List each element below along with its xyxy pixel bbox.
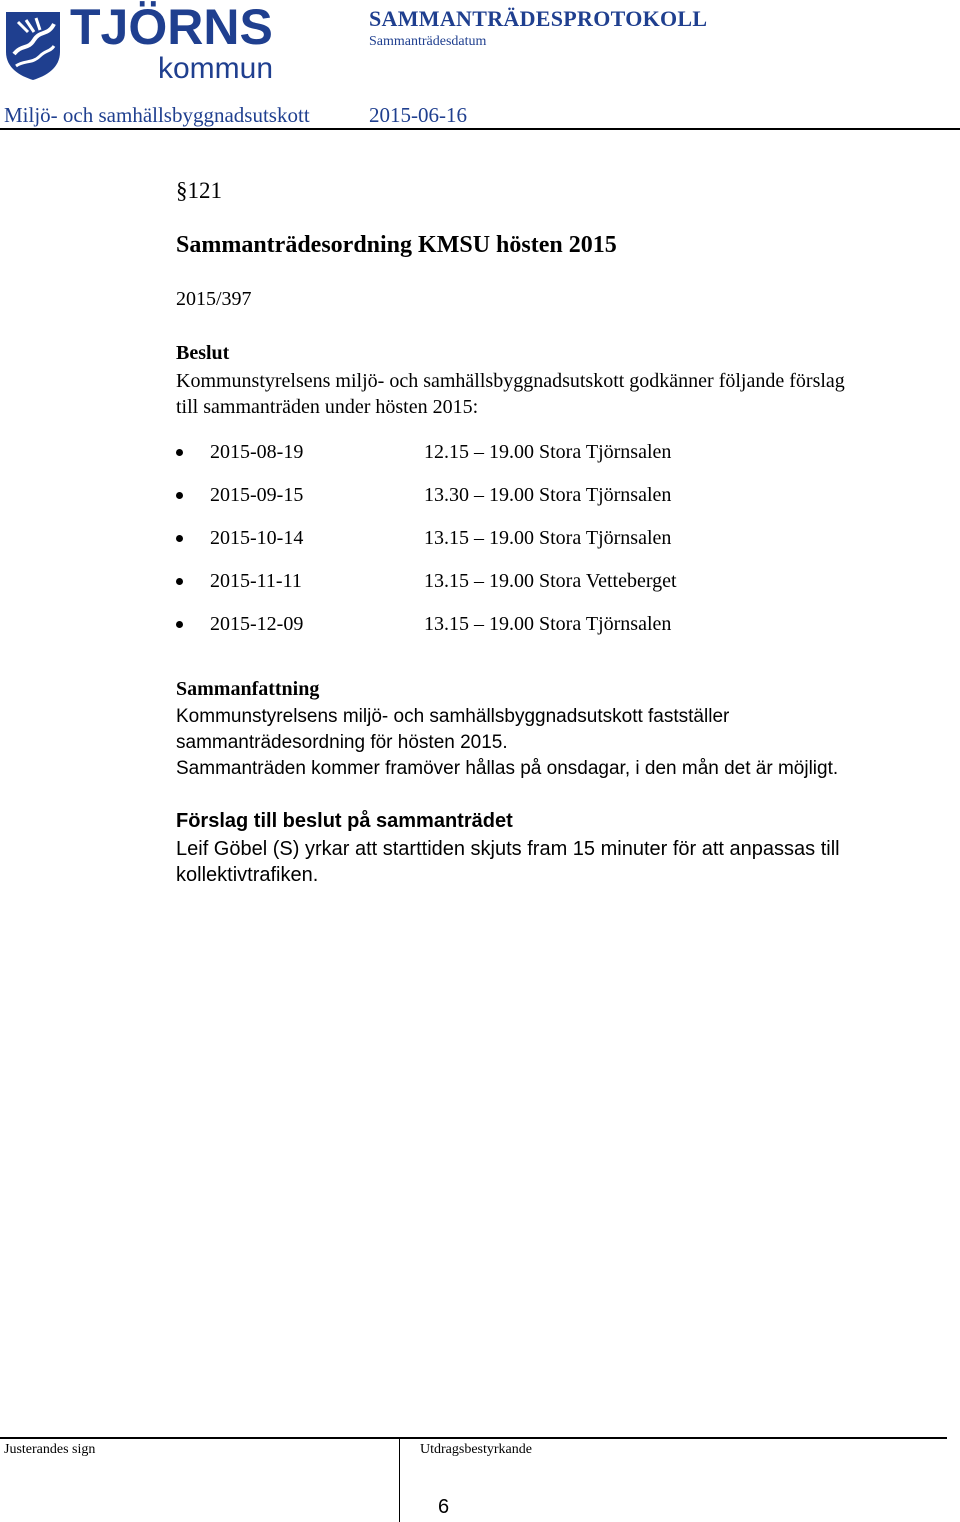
logo-subtitle: kommun	[158, 52, 274, 85]
schedule-date: 2015-11-11	[210, 570, 302, 592]
summary-text-line-2: sammanträdesordning för hösten 2015.	[176, 732, 508, 753]
bullet-icon	[176, 449, 183, 456]
proposal-text-line-2: kollektivtrafiken.	[176, 864, 319, 886]
bullet-icon	[176, 621, 183, 628]
bullet-icon	[176, 578, 183, 585]
schedule-date: 2015-09-15	[210, 484, 304, 506]
bullet-icon	[176, 492, 183, 499]
schedule-date: 2015-12-09	[210, 613, 304, 635]
extract-certification-label: Utdragsbestyrkande	[420, 1442, 532, 1457]
summary-text-line-1: Kommunstyrelsens miljö- och samhällsbyggnadsutskott fastställer	[176, 706, 730, 727]
case-number: 2015/397	[176, 288, 252, 310]
document-title: SAMMANTRÄDESPROTOKOLL	[369, 6, 708, 31]
municipality-logo	[4, 0, 304, 86]
item-heading: Sammanträdesordning KMSU hösten 2015	[176, 232, 617, 258]
section-number: §121	[176, 178, 222, 203]
decision-heading: Beslut	[176, 342, 230, 364]
decision-text-line-1: Kommunstyrelsens miljö- och samhällsbyggnadsutskott godkänner följande förslag	[176, 370, 845, 392]
summary-heading: Sammanfattning	[176, 678, 320, 700]
meeting-date: 2015-06-16	[369, 103, 467, 127]
footer-divider	[0, 1437, 947, 1439]
schedule-details: 12.15 – 19.00 Stora Tjörnsalen	[424, 441, 672, 463]
schedule-details: 13.30 – 19.00 Stora Tjörnsalen	[424, 484, 672, 506]
logo-wordmark: TJÖRNS	[70, 0, 273, 55]
schedule-details: 13.15 – 19.00 Stora Tjörnsalen	[424, 527, 672, 549]
bullet-icon	[176, 535, 183, 542]
schedule-date: 2015-10-14	[210, 527, 304, 549]
summary-text-line-3: Sammanträden kommer framöver hållas på onsdagar, i den mån det är möjligt.	[176, 758, 839, 779]
schedule-details: 13.15 – 19.00 Stora Vetteberget	[424, 570, 677, 592]
footer-column-divider	[399, 1437, 400, 1522]
committee-name: Miljö- och samhällsbyggnadsutskott	[4, 103, 310, 127]
tjorn-emblem-icon	[4, 10, 62, 82]
proposal-heading: Förslag till beslut på sammanträdet	[176, 810, 513, 832]
adjuster-signature-label: Justerandes sign	[4, 1442, 96, 1457]
page-number: 6	[438, 1496, 450, 1518]
proposal-text-line-1: Leif Göbel (S) yrkar att starttiden skjuts fram 15 minuter för att anpassas till	[176, 838, 840, 860]
schedule-details: 13.15 – 19.00 Stora Tjörnsalen	[424, 613, 672, 635]
meeting-date-label: Sammanträdesdatum	[369, 34, 487, 49]
schedule-date: 2015-08-19	[210, 441, 304, 463]
header-divider	[0, 128, 960, 130]
decision-text-line-2: till sammanträden under hösten 2015:	[176, 396, 479, 418]
